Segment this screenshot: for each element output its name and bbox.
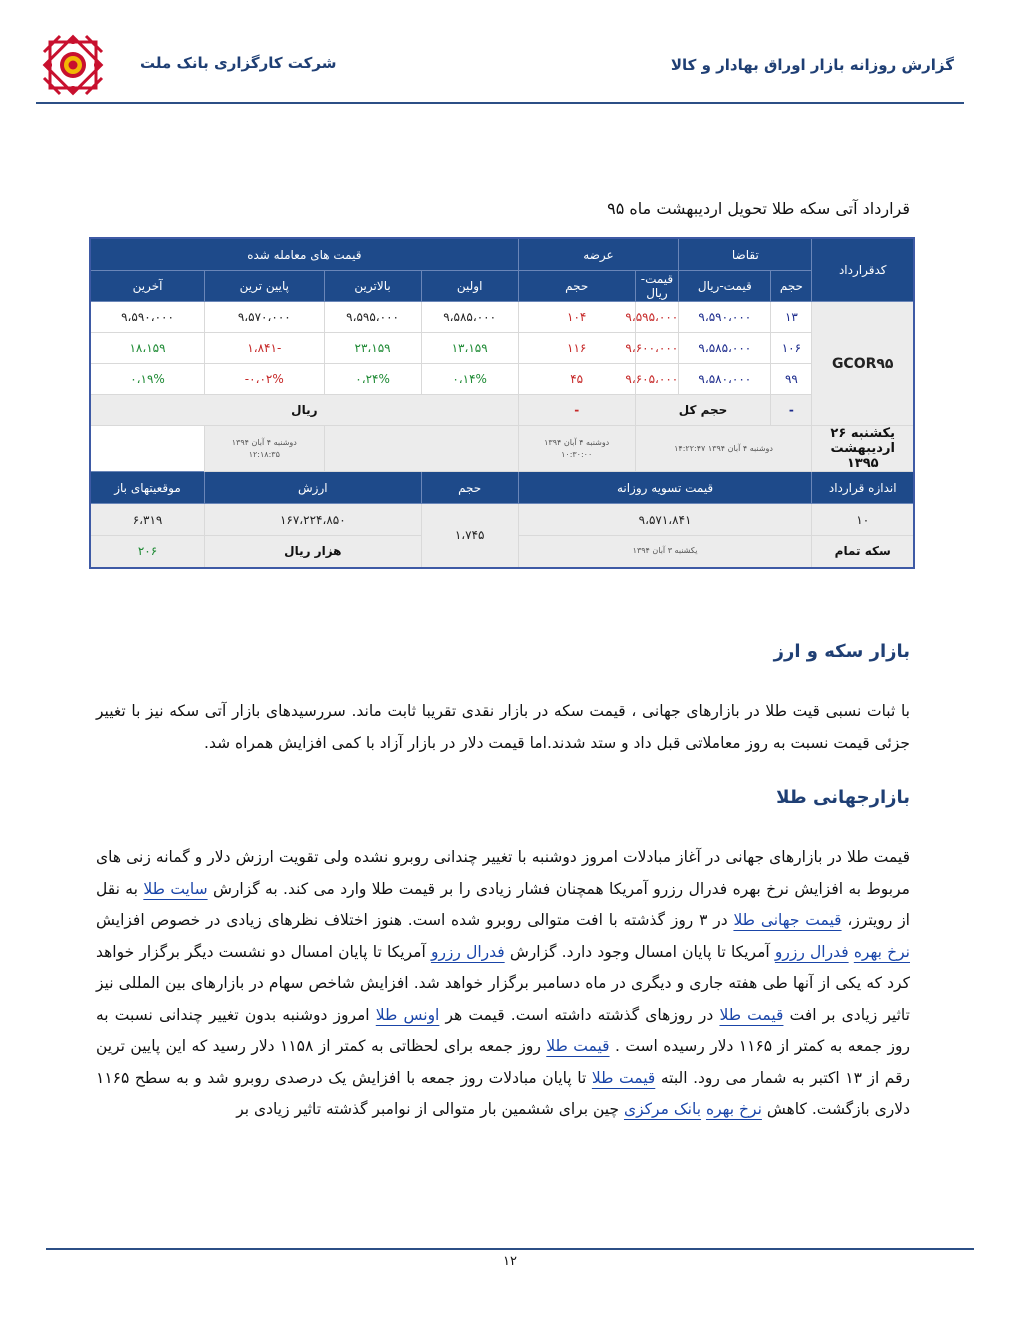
demand-volume-1: ۱۳ xyxy=(771,302,812,333)
demand-price-1: ۹،۵۹۰،۰۰۰ xyxy=(679,302,771,333)
volume-header: حجم xyxy=(421,472,518,504)
offer-volume-3: ۴۵ xyxy=(518,364,635,395)
contract-code-header: کدقرارداد xyxy=(812,238,914,302)
first-change: ۱۳،۱۵۹ xyxy=(421,333,518,364)
paragraph-text: قیمت طلا در بازارهای جهانی در آغاز مبادلات امروز دوشنبه با تغییر چندانی روبرو نشده ولی تقویت ارزش دلار و گمانه زنی های مربوط به افزایش نرخ بهره فدرال رزرو آمریکا همچنان فشار زیادی را بر قیمت طلا وارد می کند. به گزارش xyxy=(96,848,910,898)
value-header: ارزش xyxy=(205,472,422,504)
offer-volume-1: ۱۰۴ xyxy=(518,302,635,333)
page-number: ۱۲ xyxy=(503,1254,517,1269)
lowest-percent: ۰،۰۲%- xyxy=(205,364,324,395)
offer-price-header: قیمت-ریال xyxy=(635,271,679,302)
link-federal-reserve-2[interactable]: فدرال رزرو xyxy=(430,942,505,961)
first-trade-date: دوشنبه ۴ آبان ۱۳۹۴ xyxy=(544,437,610,447)
section-global-gold-body xyxy=(96,842,910,1126)
paragraph-text: امروز دوشنبه بدون تغییر چندانی نسبت به روز جمعه به کمتر از ۱۱۶۵ دلار رسیده است . xyxy=(96,1005,911,1055)
demand-volume-2: ۱۰۶ xyxy=(771,333,812,364)
section-coin-currency-body: با ثبات نسبی قیت طلا در بازارهای جهانی ، قیمت سکه در بازار نقدی تقریبا ثابت ماند. سررسیدهای بازار آتی سکه نیز با تغییر جزئی قیمت نسبت به روز معاملاتی قبل داد و ستد شدند.اما قیمت دلار در بازار آزاد با کمی افزایش همراه شد. xyxy=(96,702,910,752)
settlement-date: یکشنبه ۳ آبان ۱۳۹۴ xyxy=(518,536,812,568)
contract-size: ۱۰ xyxy=(812,504,914,536)
company-name: شرکت کارگزاری بانک ملت xyxy=(140,54,337,72)
traded-prices-header: قیمت های معامله شده xyxy=(90,238,518,271)
offer-price-2: ۹،۶۰۰،۰۰۰ xyxy=(635,333,679,364)
demand-price-2: ۹،۵۸۵،۰۰۰ xyxy=(679,333,771,364)
settlement-header: قیمت تسویه روزانه xyxy=(518,472,812,504)
demand-volume-header: حجم xyxy=(771,271,812,302)
demand-volume-3: ۹۹ xyxy=(771,364,812,395)
paragraph-text: در ۳ روز گذشته با افت متوالی روبرو شده است. هنوز اختلاف نظرهای زیادی در خصوص افزایش xyxy=(96,911,728,929)
first-price: ۹،۵۸۵،۰۰۰ xyxy=(421,302,518,333)
link-gold-site[interactable]: سایت طلا xyxy=(143,879,208,898)
section-heading-coin-currency: بازار سکه و ارز xyxy=(773,641,910,662)
link-interest-rate[interactable]: نرخ بهره xyxy=(853,942,910,961)
table-caption: قرارداد آتی سکه طلا تحویل اردیبهشت ماه ۹۵ xyxy=(607,199,910,218)
last-change: ۱۸،۱۵۹ xyxy=(90,333,205,364)
last-header: آخرین xyxy=(90,271,205,302)
settlement-price: ۹،۵۷۱،۸۴۱ xyxy=(518,504,812,536)
report-title: گزارش روزانه بازار اوراق بهادار و کالا xyxy=(670,56,954,74)
offer-volume-2: ۱۱۶ xyxy=(518,333,635,364)
highest-percent: ۰،۲۴% xyxy=(324,364,421,395)
trade-volume: ۱،۷۴۵ xyxy=(421,504,518,568)
section-heading-global-gold: بازارجهانی طلا xyxy=(776,787,910,808)
footer-divider xyxy=(46,1248,974,1250)
order-book-time: دوشنبه ۴ آبان ۱۳۹۴ ۱۴:۲۲:۴۷ xyxy=(635,426,812,472)
link-gold-price-2[interactable]: قیمت طلا xyxy=(546,1037,610,1055)
bank-mellat-logo-icon xyxy=(40,32,106,98)
last-trade-date: دوشنبه ۴ آبان ۱۳۹۴ xyxy=(231,437,297,447)
last-percent: ۰،۱۹% xyxy=(90,364,205,395)
demand-price-header: قیمت-ریال xyxy=(679,271,771,302)
lowest-change: -۱،۸۴۱ xyxy=(205,333,324,364)
total-volume-label: حجم کل xyxy=(635,395,771,426)
link-gold-ounce[interactable]: اونس طلا xyxy=(375,1005,440,1024)
paragraph-text: تا پایان مبادلات روز جمعه با افزایش یک درصدی روبرو شد و به سطح ۱۱۶۵ دلاری بازگشت. کاهش xyxy=(96,1068,910,1118)
demand-header: تقاضا xyxy=(679,238,812,271)
demand-price-3: ۹،۵۸۰،۰۰۰ xyxy=(679,364,771,395)
open-positions-header: موقعیتهای باز xyxy=(90,472,205,504)
contract-code: GCOR۹۵ xyxy=(812,302,914,426)
open-positions: ۶،۳۱۹ xyxy=(90,504,205,536)
paragraph-text: روز جمعه برای لحظاتی به کمتر از ۱۱۵۸ دلار رسید که این پایین ترین رقم از ۱۳ اکتبر به شمار می رود. البته xyxy=(96,1037,911,1087)
link-gold-price[interactable]: قیمت طلا xyxy=(719,1005,784,1024)
first-percent: ۰،۱۴% xyxy=(421,364,518,395)
first-header: اولین xyxy=(421,271,518,302)
highest-header: بالاترین xyxy=(324,271,421,302)
highest-change: ۲۳،۱۵۹ xyxy=(324,333,421,364)
last-price: ۹،۵۹۰،۰۰۰ xyxy=(90,302,205,333)
value-unit: هزار ریال xyxy=(205,536,422,568)
offer-volume-header: حجم xyxy=(518,271,635,302)
link-interest-rate-2[interactable]: نرخ بهره xyxy=(705,1100,762,1118)
first-trade-time xyxy=(518,426,635,472)
link-central-bank[interactable]: بانک مرکزی xyxy=(623,1100,702,1118)
link-global-gold-price[interactable]: قیمت جهانی طلا xyxy=(733,911,842,929)
contract-size-unit: سکه تمام xyxy=(812,536,914,568)
paragraph-text: به نقل از رویترز، xyxy=(96,879,910,929)
trade-value: ۱۶۷،۲۲۴،۸۵۰ xyxy=(205,504,422,536)
paragraph-text: در روزهای گذشته داشته است. قیمت هر xyxy=(445,1005,714,1024)
coin-futures-table xyxy=(89,237,915,569)
offer-price-1: ۹،۵۹۵،۰۰۰ xyxy=(635,302,679,333)
paragraph-text: چین برای ششمین بار متوالی از نوامبر گذشته تاثیر زیادی بر xyxy=(236,1100,620,1118)
lowest-header: پایین ترین xyxy=(205,271,324,302)
link-gold-price-3[interactable]: قیمت طلا xyxy=(591,1068,656,1087)
offer-price-3: ۹،۶۰۵،۰۰۰ xyxy=(635,364,679,395)
header-divider xyxy=(36,102,964,104)
paragraph-text: آمریکا تا پایان امسال دو نشست دیگر برگزار خواهد کرد که یکی از آنها طی هفته جاری و دیگری در ماه دسامبر برگزار خواهد شد. افزایش شاخص سهام در بازارهای بین المللی نیز تاثیر زیادی بر افت xyxy=(96,942,910,1024)
first-trade-clock: ۱۰:۳۰:۰۰ xyxy=(561,449,593,459)
offer-total-dash: - xyxy=(518,395,635,426)
empty-time-cell xyxy=(324,426,518,472)
open-positions-change: ۲۰۶ xyxy=(90,536,205,568)
link-federal-reserve[interactable]: فدرال رزرو xyxy=(774,942,849,961)
paragraph-text: آمریکا تا پایان امسال وجود دارد. گزارش xyxy=(509,942,770,961)
highest-price: ۹،۵۹۵،۰۰۰ xyxy=(324,302,421,333)
unit-label: ریال xyxy=(90,395,518,426)
last-trade-time xyxy=(205,426,324,472)
lowest-price: ۹،۵۷۰،۰۰۰ xyxy=(205,302,324,333)
demand-total-dash: - xyxy=(771,395,812,426)
offer-header: عرضه xyxy=(518,238,679,271)
contract-size-header: اندازه قرارداد xyxy=(812,472,914,504)
delivery-date: یکشنبه ۲۶ اردیبهشت ۱۳۹۵ xyxy=(812,426,914,472)
last-trade-clock: ۱۲:۱۸:۳۵ xyxy=(248,449,280,459)
